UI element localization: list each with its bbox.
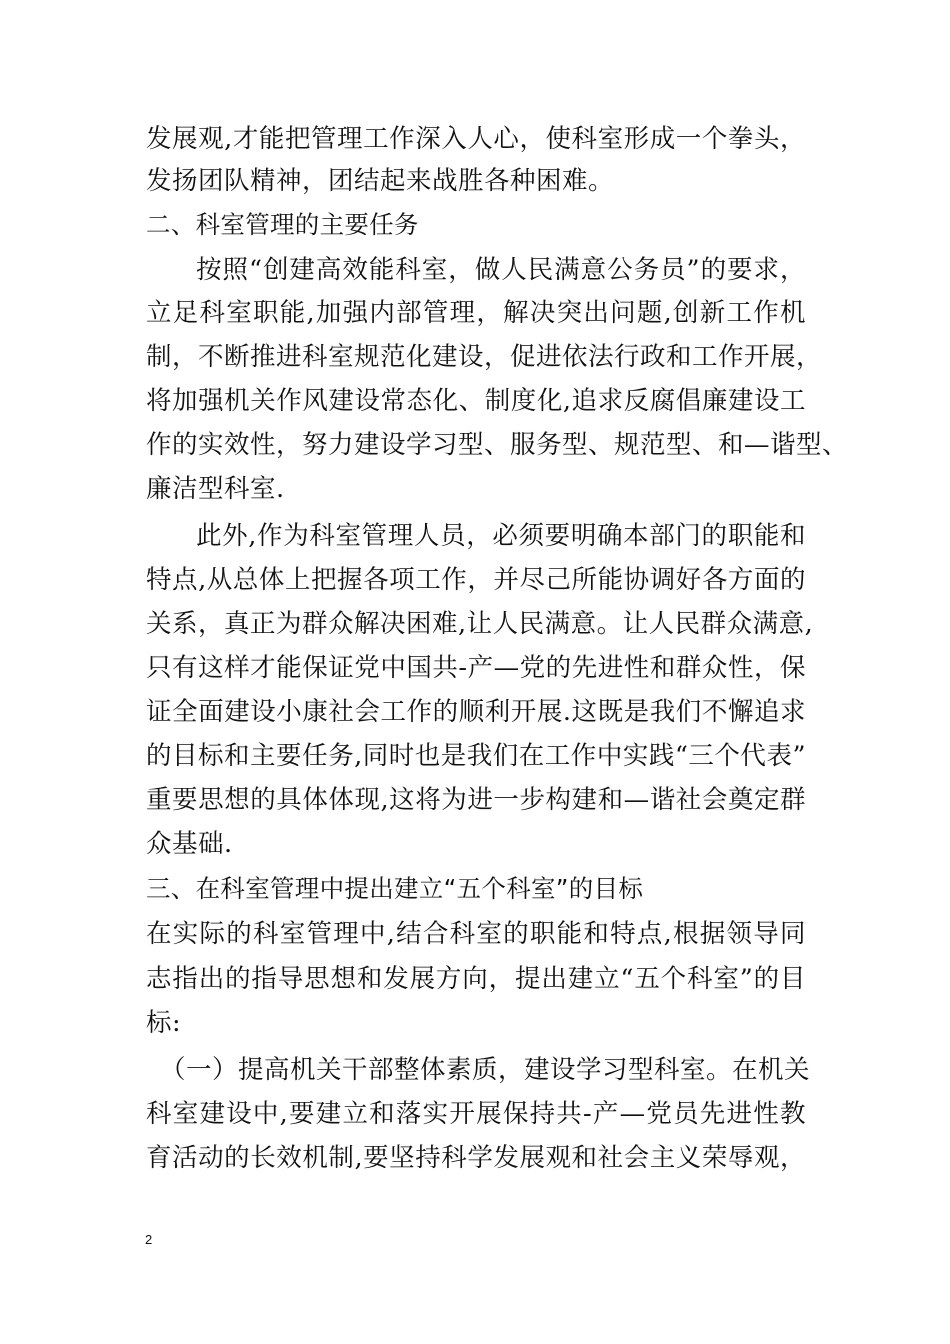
section-heading: 二、科室管理的主要任务 <box>146 210 419 239</box>
subsection-first-line: （一）提高机关干部整体素质，建设学习型科室。在机关 <box>160 1055 811 1085</box>
text-line: 科室建设中,要建立和落实开展保持共-产—党员先进性教 <box>146 1099 806 1129</box>
text-line: 廉洁型科室. <box>146 474 285 504</box>
text-line: 关系，真正为群众解决困难,让人民满意。让人民群众满意, <box>146 609 814 639</box>
text-line: 标: <box>146 1008 182 1038</box>
text-line: 制，不断推进科室规范化建设，促进依法行政和工作开展， <box>146 342 823 372</box>
text-line: 育活动的长效机制,要坚持科学发展观和社会主义荣辱观， <box>146 1143 806 1173</box>
page-number: 2 <box>145 1232 153 1247</box>
text-line: 志指出的指导思想和发展方向，提出建立“五个科室”的目 <box>146 964 806 994</box>
paragraph-first-line: 按照“创建高效能科室，做人民满意公务员”的要求， <box>196 255 806 285</box>
text-line: 作的实效性，努力建设学习型、服务型、规范型、和—谐型、 <box>146 430 849 460</box>
section-heading: 三、在科室管理中提出建立“五个科室”的目标 <box>146 874 644 903</box>
text-line: 重要思想的具体体现,这将为进一步构建和—谐社会奠定群 <box>146 785 806 815</box>
text-line: 发展观,才能把管理工作深入人心，使科室形成一个拳头， <box>146 124 806 154</box>
text-line: 众基础. <box>146 829 233 859</box>
text-line: 立足科室职能,加强内部管理，解决突出问题,创新工作机 <box>146 298 806 328</box>
text-line: 证全面建设小康社会工作的顺利开展.这既是我们不懈追求 <box>146 697 806 727</box>
text-line: 特点,从总体上把握各项工作，并尽己所能协调好各方面的 <box>146 565 806 595</box>
text-line: 发扬团队精神，团结起来战胜各种困难。 <box>146 166 615 196</box>
text-line: 只有这样才能保证党中国共-产—党的先进性和群众性，保 <box>146 653 806 683</box>
text-line: 将加强机关作风建设常态化、制度化,追求反腐倡廉建设工 <box>146 386 806 416</box>
text-line: 在实际的科室管理中,结合科室的职能和特点,根据领导同 <box>146 919 806 949</box>
paragraph-first-line: 此外,作为科室管理人员，必须要明确本部门的职能和 <box>196 521 806 551</box>
text-line: 的目标和主要任务,同时也是我们在工作中实践“三个代表” <box>146 741 806 771</box>
